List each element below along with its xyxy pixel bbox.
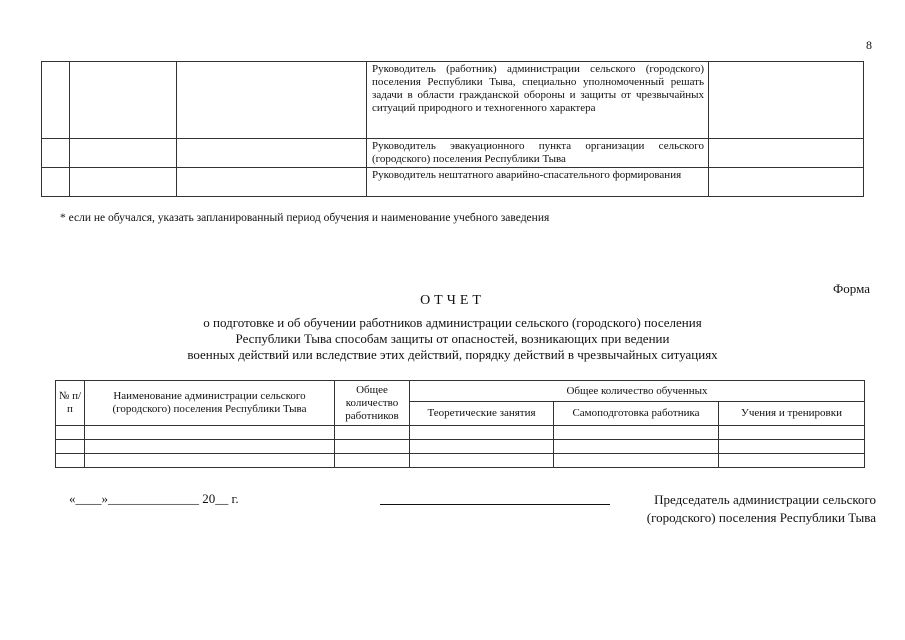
table-cell xyxy=(335,426,410,440)
table-cell xyxy=(85,454,335,468)
role-cell: Руководитель эвакуационного пункта организации сельского (городского) поселения Республики Тыва xyxy=(367,139,709,168)
signature-title xyxy=(612,491,876,527)
role-cell: Руководитель (работник) администрации сельского (городского) поселения Республики Тыва, специально уполномоченный решать задачи в области гражданской обороны и защиты от чрезвычайных ситуаций природного и техногенного характера xyxy=(367,62,709,139)
signature-title-line: (городского) поселения Республики Тыва xyxy=(646,510,876,525)
table-cell xyxy=(42,168,70,197)
role-cell: Руководитель нештатного аварийно-спасательного формирования xyxy=(367,168,709,197)
table-row xyxy=(56,454,865,468)
table-cell xyxy=(56,440,85,454)
signature-line xyxy=(380,491,610,505)
table-cell xyxy=(335,440,410,454)
table-cell xyxy=(709,62,864,139)
table-cell xyxy=(719,440,865,454)
table-cell xyxy=(70,62,177,139)
table-cell xyxy=(177,62,367,139)
report-subtitle xyxy=(0,315,905,363)
table-cell xyxy=(410,454,554,468)
table-cell xyxy=(42,139,70,168)
table-cell xyxy=(56,426,85,440)
table-cell xyxy=(709,168,864,197)
subtitle-line: Республики Тыва способам защиты от опасностей, возникающих при ведении xyxy=(235,331,670,346)
table-cell xyxy=(56,454,85,468)
table-cell xyxy=(709,139,864,168)
table-row xyxy=(56,440,865,454)
header-self: Самоподготовка работника xyxy=(554,402,719,426)
footnote: * если не обучался, указать запланированный период обучения и наименование учебного заведения xyxy=(60,212,550,224)
subtitle-line: о подготовке и об обучении работников администрации сельского (городского) поселения xyxy=(203,315,702,330)
report-table xyxy=(55,380,865,468)
header-total: Общее количество работников xyxy=(335,381,410,426)
table-cell xyxy=(177,139,367,168)
signature-title-line: Председатель администрации сельского xyxy=(654,492,876,507)
table-cell xyxy=(410,426,554,440)
table-row xyxy=(42,139,864,168)
header-name: Наименование администрации сельского (городского) поселения Республики Тыва xyxy=(85,381,335,426)
table-cell xyxy=(70,139,177,168)
form-label: Форма xyxy=(833,281,870,296)
table-cell xyxy=(177,168,367,197)
table-row xyxy=(56,426,865,440)
table-cell xyxy=(554,454,719,468)
subtitle-line: военных действий или вследствие этих действий, порядку действий в чрезвычайных ситуациях xyxy=(187,347,718,362)
table-cell xyxy=(85,426,335,440)
header-num: № п/п xyxy=(56,381,85,426)
table-cell xyxy=(42,62,70,139)
report-title: ОТЧЕТ xyxy=(420,293,485,308)
signature-date: «____»______________ 20__ г. xyxy=(69,491,239,506)
table-cell xyxy=(70,168,177,197)
top-table xyxy=(41,61,864,197)
header-row xyxy=(56,381,865,402)
table-cell xyxy=(335,454,410,468)
page-number: 8 xyxy=(866,38,872,52)
table-row xyxy=(42,168,864,197)
table-cell xyxy=(719,454,865,468)
table-cell xyxy=(554,426,719,440)
table-cell xyxy=(554,440,719,454)
table-cell xyxy=(85,440,335,454)
table-row xyxy=(42,62,864,139)
table-cell xyxy=(719,426,865,440)
header-theory: Теоретические занятия xyxy=(410,402,554,426)
header-exercises: Учения и тренировки xyxy=(719,402,865,426)
table-cell xyxy=(410,440,554,454)
header-trained: Общее количество обученных xyxy=(410,381,865,402)
